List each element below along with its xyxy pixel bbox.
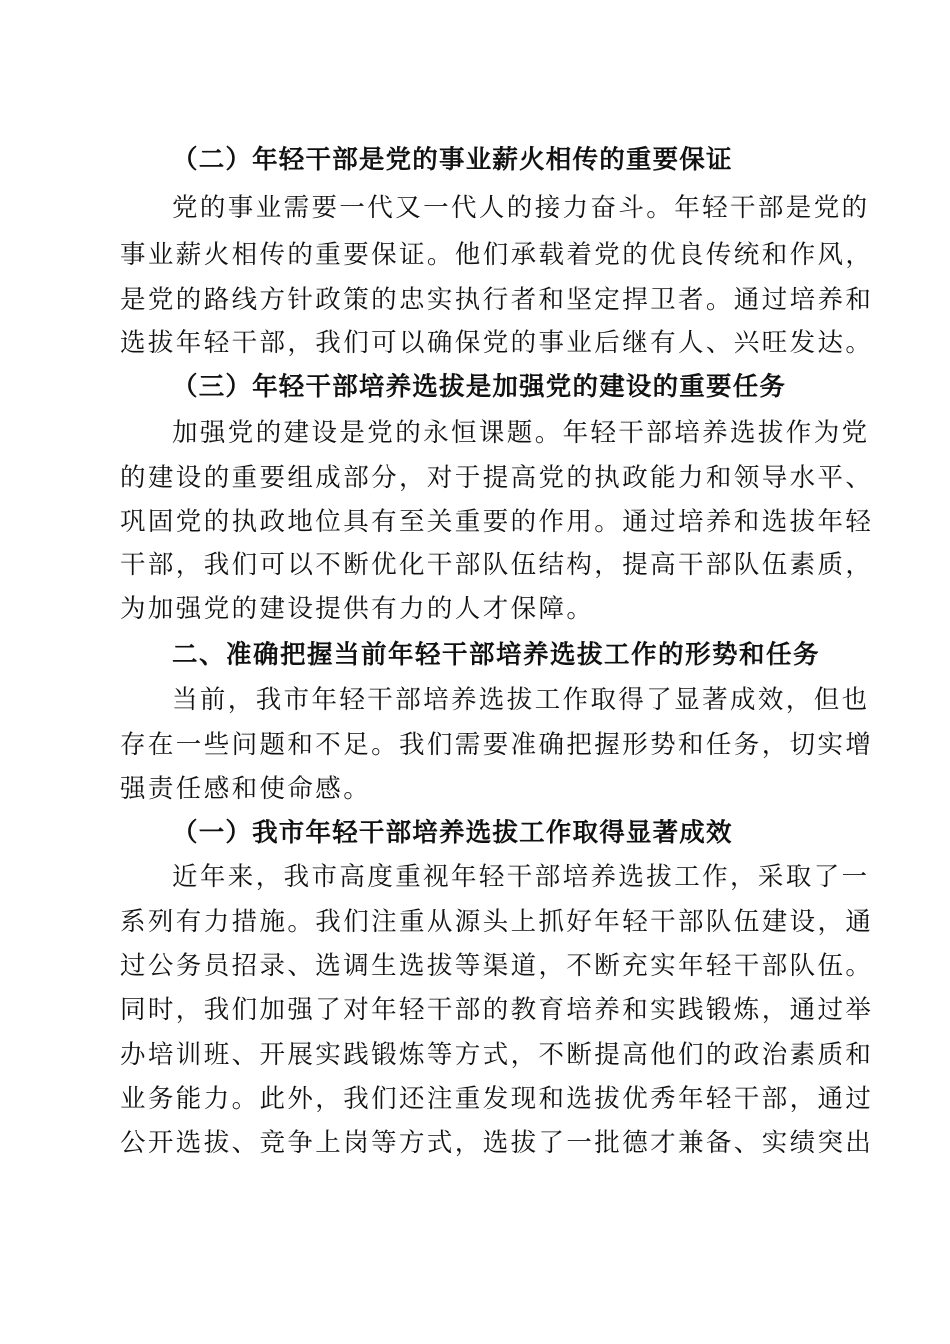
chapter-heading: 二、准确把握当前年轻干部培养选拔工作的形势和任务 [172,640,821,670]
paragraph-line: 办培训班、开展实践锻炼等方式，不断提高他们的政治素质和 [120,1040,874,1070]
paragraph-line: 系列有力措施。我们注重从源头上抓好年轻干部队伍建设，通 [120,907,874,937]
paragraph-line: 党的事业需要一代又一代人的接力奋斗。年轻干部是党的 [172,193,870,223]
paragraph-line: 巩固党的执政地位具有至关重要的作用。通过培养和选拔年轻 [120,507,874,537]
section-heading: （一）我市年轻干部培养选拔工作取得显著成效 [172,818,733,848]
paragraph-line: 的建设的重要组成部分，对于提高党的执政能力和领导水平、 [120,463,874,493]
paragraph-line: 干部，我们可以不断优化干部队伍结构，提高干部队伍素质， [120,550,874,580]
section-heading: （三）年轻干部培养选拔是加强党的建设的重要任务 [172,372,787,402]
section-heading: （二）年轻干部是党的事业薪火相传的重要保证 [172,145,733,175]
paragraph-line: 公开选拔、竞争上岗等方式，选拔了一批德才兼备、实绩突出 [120,1128,874,1158]
paragraph-line: 加强党的建设是党的永恒课题。年轻干部培养选拔作为党 [172,418,870,448]
paragraph-line: 业务能力。此外，我们还注重发现和选拔优秀年轻干部，通过 [120,1084,874,1114]
paragraph-line: 当前，我市年轻干部培养选拔工作取得了显著成效，但也 [172,685,870,715]
paragraph-line: 同时，我们加强了对年轻干部的教育培养和实践锻炼，通过举 [120,995,874,1025]
paragraph-line: 为加强党的建设提供有力的人才保障。 [120,594,595,624]
paragraph-line: 强责任感和使命感。 [120,774,372,804]
paragraph-line: 事业薪火相传的重要保证。他们承载着党的优良传统和作风， [120,240,874,270]
paragraph-line: 存在一些问题和不足。我们需要准确把握形势和任务，切实增 [120,730,874,760]
paragraph-line: 是党的路线方针政策的忠实执行者和坚定捍卫者。通过培养和 [120,285,874,315]
paragraph-line: 近年来，我市高度重视年轻干部培养选拔工作，采取了一 [172,862,870,892]
paragraph-line: 过公务员招录、选调生选拔等渠道，不断充实年轻干部队伍。 [120,951,874,981]
paragraph-line: 选拔年轻干部，我们可以确保党的事业后继有人、兴旺发达。 [120,328,874,358]
